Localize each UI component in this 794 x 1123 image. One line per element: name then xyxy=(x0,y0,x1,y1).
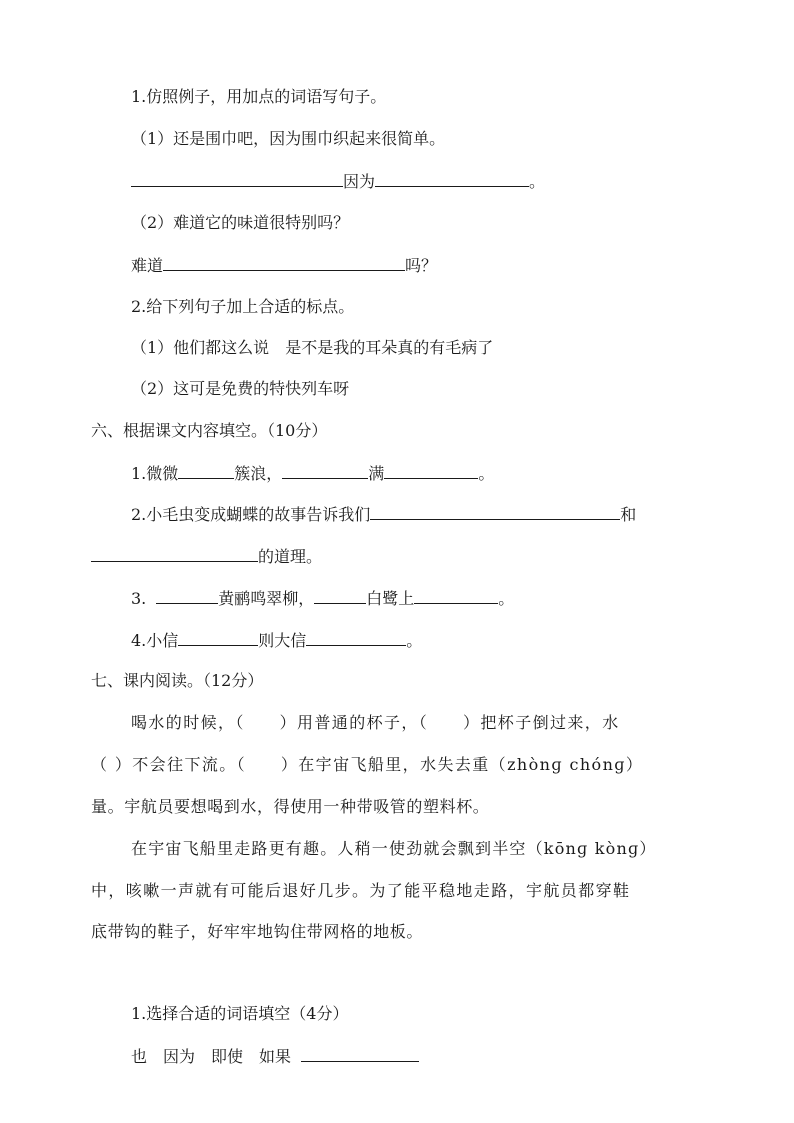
fill-text: 2.小毛虫变成蝴蝶的故事告诉我们 xyxy=(131,505,371,524)
answer-line xyxy=(131,170,545,193)
reading-text: 中，咳嗽一声就有可能后退好几步。为了能平稳地走路，宇航员都穿鞋 xyxy=(91,881,631,900)
reading-text: 量。宇航员要想喝到水，得使用一种带吸管的塑料杯。 xyxy=(91,797,490,816)
fill-blank[interactable] xyxy=(91,545,258,562)
question-title: 1.选择合适的词语填空（4分） xyxy=(131,1004,349,1023)
fill-line xyxy=(131,587,514,610)
sentence-part: 是不是我的耳朵真的有毛病了 xyxy=(285,338,494,357)
answer-blank[interactable] xyxy=(301,1045,419,1062)
answer-blank[interactable] xyxy=(131,170,343,187)
reading-text: 底带钩的鞋子，好牢牢地钩住带网格的地板。 xyxy=(91,922,424,941)
fill-line xyxy=(131,503,636,526)
fill-blank[interactable] xyxy=(282,462,368,479)
answer-blank[interactable] xyxy=(375,170,529,187)
fill-blank[interactable] xyxy=(314,587,366,604)
fill-text: 白鹭上 xyxy=(366,589,415,608)
reading-text: 在宇宙飞船里走路更有趣。人稍一使劲就会飘到半空（kōnɡ kònɡ） xyxy=(131,839,657,858)
fill-text: 则大信 xyxy=(258,631,307,650)
fill-line xyxy=(91,545,322,568)
answer-text: 。 xyxy=(529,172,546,191)
section-heading: 七、课内阅读。（12分） xyxy=(91,671,264,690)
word-choice-line xyxy=(131,1045,419,1068)
fill-text: 4.小信 xyxy=(131,631,179,650)
fill-blank[interactable] xyxy=(178,462,234,479)
fill-blank[interactable] xyxy=(414,587,498,604)
fill-text: 3. xyxy=(131,589,147,608)
fill-blank[interactable] xyxy=(156,587,218,604)
fill-blank[interactable] xyxy=(178,629,258,646)
section-heading: 六、根据课文内容填空。（10分） xyxy=(91,421,328,440)
fill-text: 1.微微 xyxy=(131,464,179,483)
fill-text: 簇浪， xyxy=(234,464,283,483)
answer-blank[interactable] xyxy=(163,254,405,271)
question-title: 2.给下列句子加上合适的标点。 xyxy=(131,297,355,316)
reading-text: 喝水的时候，（ ）用普通的杯子，（ ）把杯子倒过来，水 xyxy=(131,713,620,732)
answer-line xyxy=(131,254,437,277)
fill-line xyxy=(131,629,422,652)
fill-text: 。 xyxy=(498,589,515,608)
fill-blank[interactable] xyxy=(384,462,478,479)
reading-text: （ ）不会往下流。（ ）在宇宙飞船里，水失去重（zhònɡ chónɡ） xyxy=(91,755,644,774)
example-sentence: （2）难道它的味道很特别吗？ xyxy=(131,213,350,232)
fill-text: 和 xyxy=(620,505,637,524)
fill-text: 黄鹂鸣翠柳， xyxy=(218,589,315,608)
fill-text: 。 xyxy=(478,464,495,483)
example-sentence: （1）还是围巾吧，因为围巾织起来很简单。 xyxy=(131,129,446,148)
punctuation-sentence xyxy=(131,337,493,359)
punctuation-sentence: （2）这可是免费的特快列车呀 xyxy=(131,379,350,398)
fill-blank[interactable] xyxy=(306,629,406,646)
fill-blank[interactable] xyxy=(370,503,620,520)
question-title: 1.仿照例子，用加点的词语写句子。 xyxy=(131,87,387,106)
answer-text: 吗？ xyxy=(405,256,438,275)
fill-text: 。 xyxy=(406,631,423,650)
word-options: 也 因为 即使 如果 xyxy=(131,1047,292,1066)
fill-text: 满 xyxy=(368,464,385,483)
fill-text: 的道理。 xyxy=(258,547,323,566)
sentence-part: （1）他们都这么说 xyxy=(131,338,270,357)
answer-text: 难道 xyxy=(131,256,164,275)
answer-text: 因为 xyxy=(343,172,376,191)
fill-line xyxy=(131,462,494,485)
